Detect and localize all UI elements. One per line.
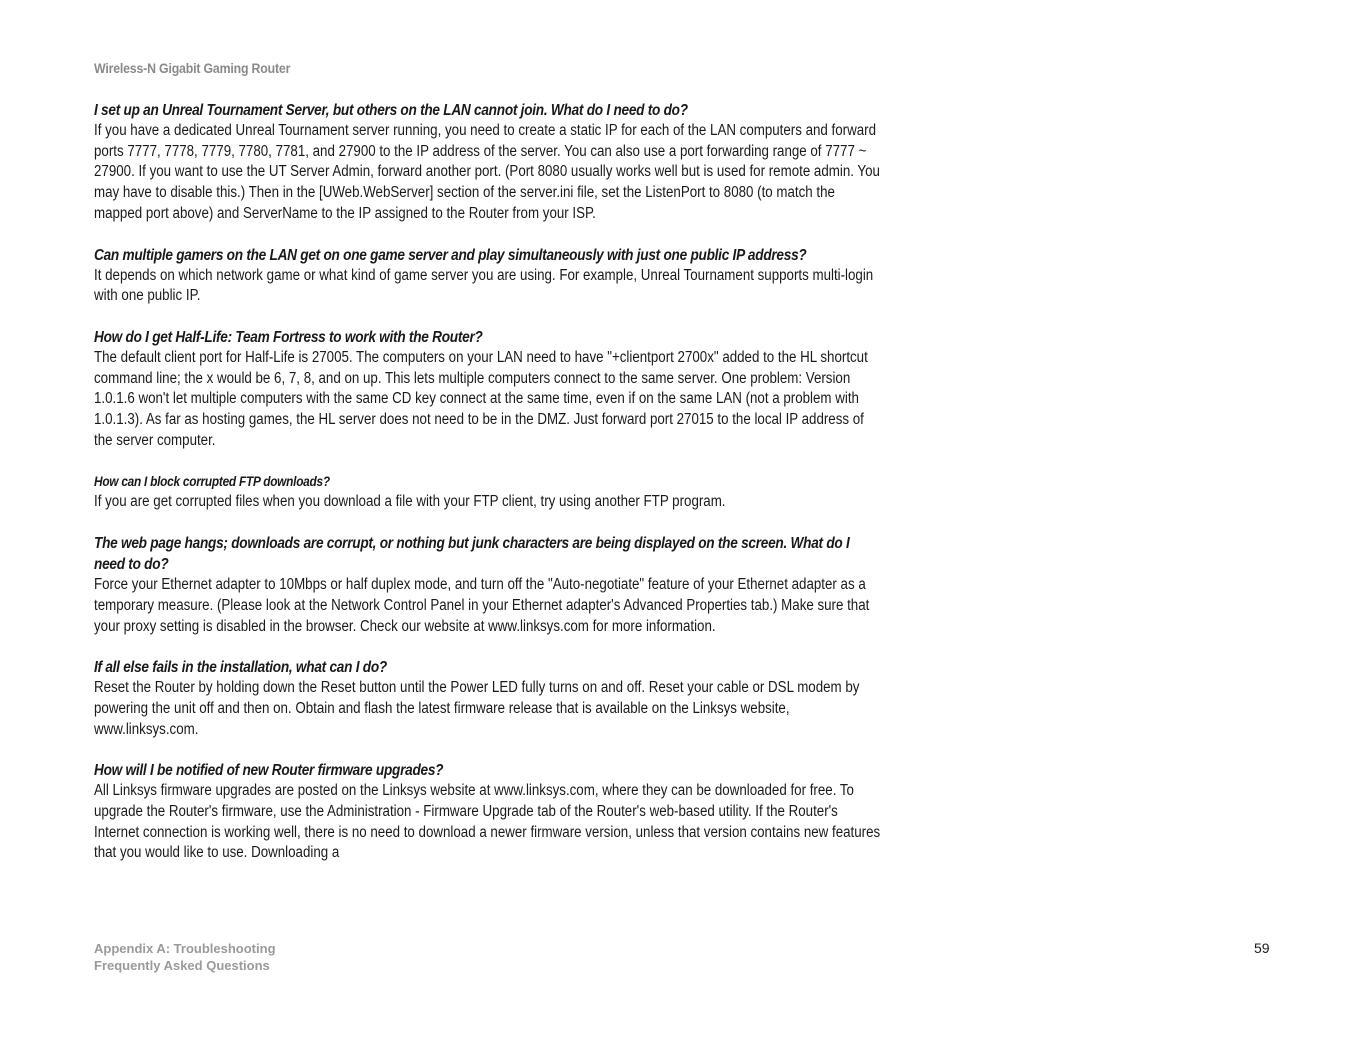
faq-item-unreal-tournament <box>94 100 884 225</box>
faq-item-web-page-hangs <box>94 533 884 637</box>
footer-section-title: Appendix A: Troubleshooting <box>94 941 276 956</box>
page-number: 59 <box>1254 940 1270 956</box>
faq-question: How can I block corrupted FTP downloads? <box>94 474 330 490</box>
faq-answer: Reset the Router by holding down the Reset button until the Power LED fully turns on and off. Reset your cable or DSL modem by powering the unit off and then on. Obtain and flash the latest firmware release that is available on the Linksys website, www.linksys.com. <box>94 679 860 738</box>
faq-answer: If you have a dedicated Unreal Tournament server running, you need to create a static IP for each of the LAN computers and forward ports 7777, 7778, 7779, 7780, 7781, and 27900 to the IP address of the server. You can also use a port forwarding range of 7777 ~ 27900. If you want to use the UT Server Admin, forward another port. (Port 8080 usually works well but is used for remote admin. You may have to disable this.) Then in the [UWeb.WebServer] section of the server.ini file, set the ListenPort to 8080 (to match the mapped port above) and ServerName to the IP assigned to the Router from your ISP. <box>94 122 880 222</box>
faq-answer: If you are get corrupted files when you download a file with your FTP client, try using another FTP program. <box>94 493 726 511</box>
faq-question: How do I get Half-Life: Team Fortress to work with the Router? <box>94 328 483 346</box>
faq-question: If all else fails in the installation, what can I do? <box>94 659 387 677</box>
faq-item-multiple-gamers <box>94 245 884 307</box>
footer-subsection-title: Frequently Asked Questions <box>94 958 270 973</box>
document-header-title: Wireless-N Gigabit Gaming Router <box>94 60 291 76</box>
faq-item-firmware-upgrades <box>94 760 884 864</box>
faq-question: The web page hangs; downloads are corrupt, or nothing but junk characters are being displayed on the screen. What do I need to do? <box>94 535 850 574</box>
faq-content <box>94 100 884 884</box>
faq-answer: It depends on which network game or what kind of game server you are using. For example, Unreal Tournament supports multi-login with one public IP. <box>94 266 874 305</box>
faq-answer: Force your Ethernet adapter to 10Mbps or half duplex mode, and turn off the "Auto-negotiate" feature of your Ethernet adapter as a temporary measure. (Please look at the Network Control Panel in your Ethernet adapter's Advanced Properties tab.) Make sure that your proxy setting is disabled in the browser. Check our website at www.linksys.com for more information. <box>94 576 870 635</box>
faq-item-ftp-downloads <box>94 471 884 513</box>
faq-answer: All Linksys firmware upgrades are posted on the Linksys website at www.linksys.com, where they can be downloaded for free. To upgrade the Router's firmware, use the Administration - Firmware Upgrade tab of the Router's web-based utility. If the Router's Internet connection is working well, there is no need to download a newer firmware version, unless that version contains new features that you would like to use. Downloading a <box>94 782 881 862</box>
faq-item-half-life <box>94 327 884 452</box>
faq-item-all-else-fails <box>94 657 884 740</box>
faq-question: Can multiple gamers on the LAN get on one game server and play simultaneously with just one public IP address? <box>94 246 807 264</box>
page-footer <box>94 940 276 974</box>
faq-question: I set up an Unreal Tournament Server, but others on the LAN cannot join. What do I need to do? <box>94 102 688 119</box>
faq-question: How will I be notified of new Router firmware upgrades? <box>94 762 444 780</box>
faq-answer: The default client port for Half-Life is 27005. The computers on your LAN need to have "+clientport 2700x" added to the HL shortcut command line; the x would be 6, 7, 8, and on up. This lets multiple computers connect to the same server. One problem: Version 1.0.1.6 won't let multiple computers with the same CD key connect at the same time, even if on the same LAN (not a problem with 1.0.1.3). As far as hosting games, the HL server does not need to be in the DMZ. Just forward port 27015 to the local IP address of the server computer. <box>94 348 868 449</box>
